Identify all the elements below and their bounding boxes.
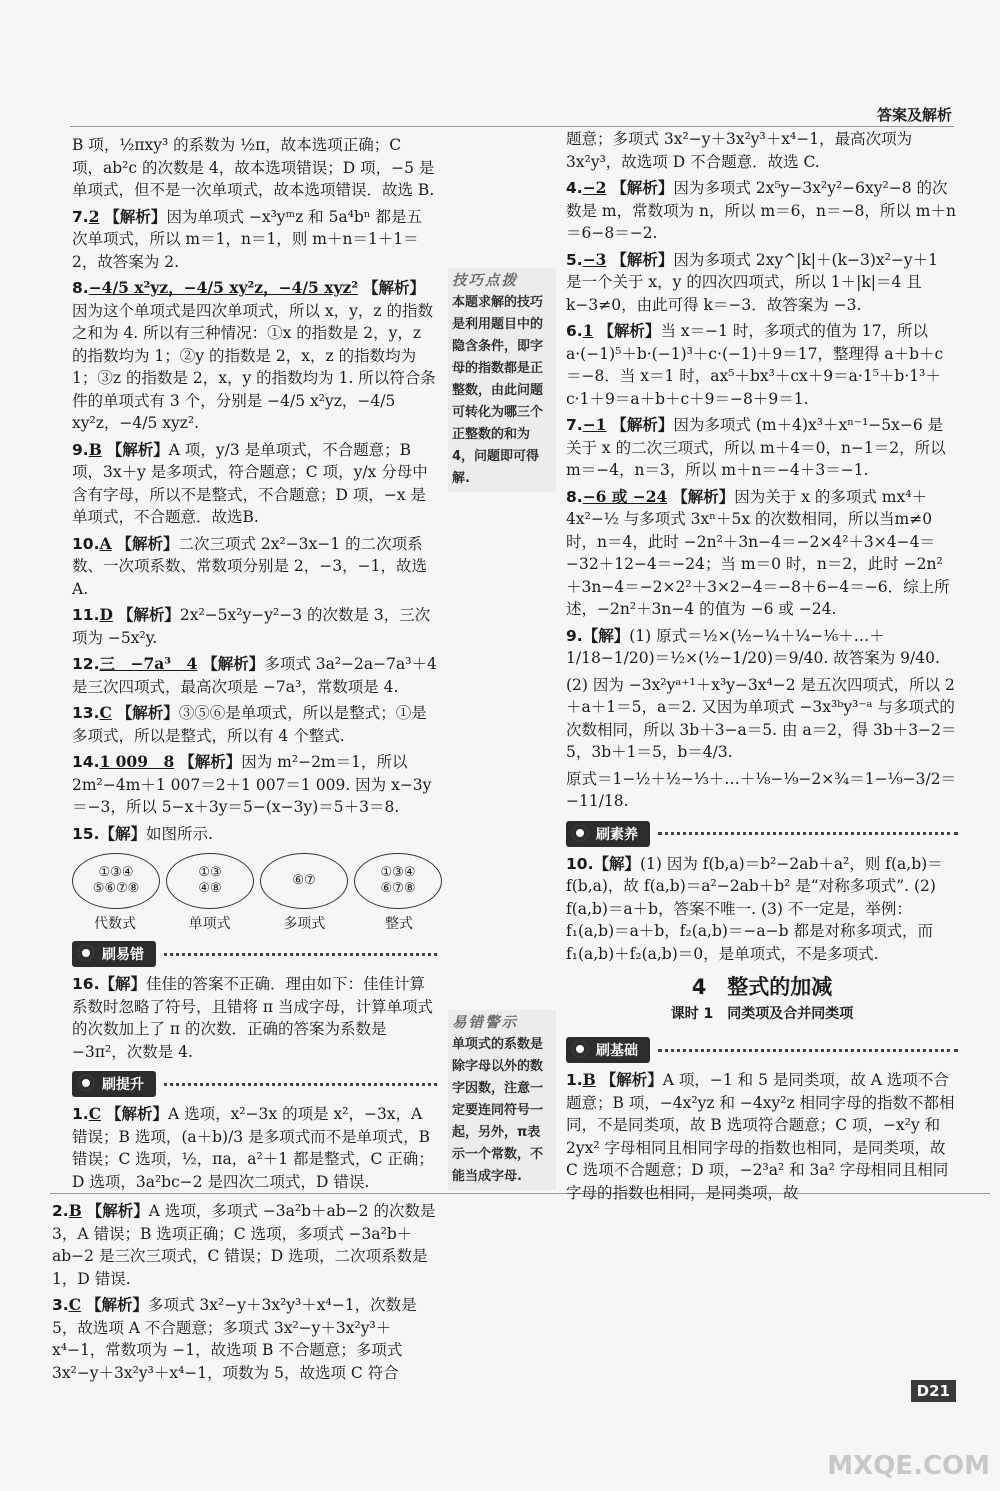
left-column: [72, 134, 437, 1197]
q10: [566, 853, 958, 966]
item-text: ③⑤⑥是单项式，所以是整式；①是多项式，所以是整式，所以有 4 个整式.: [72, 704, 427, 745]
item-tag: 【解析】: [116, 704, 179, 722]
page-number: D21: [911, 1380, 956, 1402]
item-text: 题意；多项式 3x²−y＋3x²y³＋x⁴−1，最高次项为 3x²y³，故选项 D 不合题意．故选 C.: [566, 130, 913, 171]
tip-box: [448, 268, 556, 492]
item-text: (1) 原式＝½×(½−¼＋¼−⅙＋…＋1/18−1/20)＝½×(½−1/20)＝9/40. 故答案为 9/40.: [566, 626, 940, 667]
item-text: 因为多项式 2xy^|k|＋(k−3)x²−y＋1 是一个关于 x，y 的四次四项式，所以 1＋|k|＝4 且 k−3≠0，由此可得 k＝−3．故答案为 −3.: [566, 250, 938, 314]
ellipse-bottom: ⑥⑦⑧: [380, 881, 416, 896]
ellipse-label: 单项式: [188, 916, 231, 932]
ellipse-top: ①③: [198, 865, 222, 880]
section-dots: [658, 832, 958, 835]
item-text: A 选项，x²−3x 的项是 x²，−3x，A 错误；B 选项，(a＋b)/3 是多项式而不是单项式，B 错误；C 选项，½，πa，a²＋1 都是整式，C 正确；D 选项，3a²bc−2 是四次二项式，D 错误.: [72, 1105, 434, 1191]
section-dots: [164, 1083, 437, 1086]
right-item: [566, 128, 958, 173]
item-answer: 1: [582, 321, 594, 340]
item-answer: B: [582, 1070, 596, 1089]
ellipse-labels: [72, 913, 442, 933]
right-item: [566, 320, 958, 410]
section-badge: 刷易错: [72, 941, 156, 967]
section-yicuo: [72, 941, 437, 967]
section-dots: [164, 953, 437, 956]
item-answer: −6 或 −24: [582, 486, 668, 506]
item-answer: C: [68, 1295, 82, 1314]
item-tag: 【解】: [99, 824, 146, 843]
item-tag: 【解析】: [611, 179, 674, 197]
item-answer: A: [99, 533, 112, 553]
warning-box: [448, 1010, 556, 1190]
ellipse-integral: [354, 853, 442, 909]
right-item: [566, 177, 958, 245]
item-number: 6.: [566, 322, 583, 340]
item-tag: 【解】: [99, 975, 146, 993]
ellipse-label: 代数式: [94, 916, 136, 932]
item-number: 9.: [72, 440, 89, 459]
item-text: 因为多项式 2x⁵y−3x²y²−6xy²−8 的次数是 m，常数项为 n，所以 m＝6，n＝−8，所以 m＋n＝6−8＝−2.: [566, 179, 956, 242]
right-item: [566, 249, 958, 317]
item-answer: D: [99, 605, 113, 624]
left-item: [72, 751, 437, 819]
warning-text: 单项式的系数是除字母以外的数字因数，注意一定要连同符号一起，另外，π表示一个常数，不能当成字母.: [452, 1037, 544, 1184]
item-answer: C: [99, 703, 112, 722]
item-number: 11.: [72, 606, 100, 624]
warning-title: 易错警示: [452, 1015, 518, 1031]
item-tag: 【解析】: [202, 655, 265, 673]
item-answer: −1: [582, 415, 607, 434]
left-item: [72, 604, 437, 649]
item-tag: 【解析】: [598, 322, 661, 340]
ellipse-algebraic: [72, 853, 160, 909]
section-tisheng: [72, 1071, 437, 1097]
item-number: 16.: [72, 975, 100, 993]
item-number: 3.: [52, 1296, 69, 1314]
item-number: 2.: [52, 1202, 69, 1220]
item-number: 5.: [566, 250, 583, 269]
left-bottom-column: [52, 1200, 444, 1388]
item-text: 因为关于 x 的多项式 mx⁴＋4x²−½ 与多项式 3xⁿ＋5x 的次数相同，所以当m≠0 时，n＝4，此时 −2n²＋3n−4＝−2×4²＋3×4−4＝−32＋12−4＝−24；当 m＝0 时，n＝2，此时 −2n²＋3n−4＝−2×2²＋3×2−4＝−8＋6−4＝−6．综上所述，−2n²＋3n−4 的值为 −6 或 −24.: [566, 487, 950, 618]
item-text: 多项式 3x²−y＋3x²y³＋x⁴−1，次数是 5，故选项 A 不合题意；多项式 3x²−y＋3x²y³＋x⁴−1，常数项为 −1，故选项 B 不合题意；多项式 3x²−y＋3x²y³＋x⁴−1，项数为 5，故选项 C 符合: [52, 1296, 417, 1382]
item-answer: 2: [88, 206, 100, 226]
item-tag: 【解析】: [86, 1202, 149, 1220]
tisheng-item: [52, 1294, 444, 1384]
item-tag: 【解析】: [117, 606, 180, 624]
item-number: 14.: [72, 753, 100, 771]
item-tag: 【解析】: [104, 207, 167, 226]
section-badge: 刷基础: [566, 1037, 650, 1063]
item-number: 1.: [566, 1071, 583, 1089]
item-text: 2x²−5x²y−y²−3 的次数是 3，三次项为 −5x²y.: [72, 606, 431, 647]
item-answer: B: [68, 1201, 82, 1220]
item-number: 7.: [72, 207, 89, 226]
item-text: A 项，y/3 是单项式，不合题意；B 项，3x＋y 是多项式，符合题意；C 项，y/x 分母中含有字母，所以不是整式，不合题意；D 项，−x 是单项式，不合题意．故选B.: [72, 440, 428, 526]
right-item: [566, 768, 958, 813]
item-text: 多项式 3a²−2a−7a³＋4 是三次四项式，最高次项是 −7a³，常数项是 4.: [72, 655, 437, 696]
item-number: 7.: [566, 416, 583, 434]
item-tag: 【解析】: [600, 1071, 663, 1089]
tip-title: 技巧点拨: [452, 273, 518, 289]
ellipse-bottom: ④⑧: [198, 881, 222, 896]
item-answer: B: [88, 439, 102, 459]
item-number: 1.: [72, 1105, 89, 1123]
item-number: 8.: [566, 487, 583, 506]
item-tag: 【解】: [582, 626, 630, 645]
item-text: (2) 因为 −3x²yᵃ⁺¹＋x³y−3x⁴−2 是五次四项式，所以 2＋a＋1＝5，a＝2. 又因为单项式 −3x³ᵇy³⁻ᵃ 与多项式的次数相同，所以 3b＋3−a＝5. 由 a＝2，得 3b＋3−2＝5，3b＋1＝5，b＝4/3.: [566, 675, 957, 761]
left-item: [72, 206, 437, 274]
item-number: 15.: [72, 824, 100, 843]
item-tag: 【解析】: [106, 440, 169, 459]
item-number: 9.: [566, 626, 583, 645]
item-number: 8.: [72, 279, 89, 297]
item-text: 因为 m²−2m＝1，所以 2m²−4m＋1 007＝2＋1 007＝1 009. 因为 x−3y＝−3，所以 5−x＋3y＝5−(x−3y)＝5＋3＝8.: [72, 753, 432, 816]
tisheng-item: [52, 1200, 444, 1290]
item-text: A 项，−1 和 5 是同类项，故 A 选项不合题意；B 项，−4x²yz 和 −4xy²z 相同字母的指数不都相同，不是同类项，故 B 选项符合题意；C 项，−x²y 和 2yx² 字母相同且相同字母的指数也相同，是同类项，故 C 选项不合题意；D 项，−2³a² 和 3a² 字母相同且相同字母的指数也相同，是同类项，故: [566, 1071, 955, 1202]
q16: [72, 973, 437, 1063]
tip-text: 本题求解的技巧是利用题目中的隐含条件，即字母的指数都是正整数，由此问题可转化为哪三个正整数的和为 4，问题即可得解.: [452, 295, 544, 486]
header-rule: [70, 126, 954, 127]
right-item: [566, 625, 958, 670]
left-item: [72, 134, 437, 202]
left-item: [72, 702, 437, 747]
item-text: (1) 因为 f(b,a)＝b²−2ab＋a²，则 f(a,b)＝f(b,a)，故 f(a,b)＝a²−2ab＋b² 是“对称多项式”. (2) f(a,b)＝a＋b，答案不唯一. (3) 不一定是，举例：f₁(a,b)＝a＋b，f₂(a,b)＝−a−b 都是对称多项式，而 f₁(a,b)＋f₂(a,b)＝0，是单项式，不是多项式.: [566, 854, 943, 963]
item-number: 4.: [566, 179, 583, 197]
ellipse-label: 整式: [384, 916, 413, 932]
ellipse-diagram: [72, 853, 442, 909]
ellipse-polynomial: [260, 853, 348, 909]
item-text: B 项，½πxy³ 的系数为 ½π，故本选项正确；C 项，ab²c 的次数是 4，故本选项错误；D 项，−5 是单项式，但不是一次单项式，故本选项错误．故选 B.: [72, 136, 435, 199]
item-answer: −4/5 x²yz，−4/5 xy²z，−4/5 xyz²: [88, 278, 359, 297]
item-number: 10.: [72, 534, 100, 553]
item-number: 10.: [566, 854, 594, 873]
item-text: 当 x＝−1 时，多项式的值为 17，所以 a·(−1)⁵＋b·(−1)³＋c·(−1)＋9＝17，整理得 a＋b＋c＝−8．当 x＝1 时，ax⁵＋bx³＋cx＋9＝a·1⁵＋b·1³＋c·1＋9＝a＋b＋c＋9＝−8＋9＝1.: [566, 322, 944, 408]
section-badge: 刷提升: [72, 1071, 156, 1097]
jichu-item: [566, 1069, 958, 1204]
ellipse-top: ⑥⑦: [292, 873, 316, 888]
item-tag: 【解析】: [672, 487, 735, 506]
right-item: [566, 486, 958, 621]
item-answer: −3: [582, 249, 607, 269]
chapter-title: 4 整式的加减: [691, 975, 833, 999]
item-tag: 【解析】: [362, 279, 425, 297]
ellipse-bottom: ⑤⑥⑦⑧: [92, 881, 140, 896]
left-item: [72, 533, 437, 601]
right-item: [566, 414, 958, 482]
item-text: 因为单项式 −x³yᵐz 和 5a⁴bⁿ 都是五次单项式，所以 m＝1，n＝1，则 m＋n＝1＋1＝2，故答案为 2.: [72, 207, 422, 271]
item-tag: 【解析】: [85, 1296, 148, 1314]
lesson-title: 课时 1 同类项及合并同类项: [670, 1006, 854, 1022]
item-number: 12.: [72, 655, 100, 673]
left-item: [72, 823, 437, 846]
section-dots: [658, 1049, 958, 1052]
left-item: [72, 277, 437, 435]
left-item: [72, 653, 437, 698]
item-tag: 【解析】: [116, 534, 179, 553]
item-text: 因为多项式 (m＋4)x³＋xⁿ⁻¹−5x−6 是关于 x 的二次三项式，所以 m＋4＝0，n−1＝2，所以 m＝−4，n＝3，所以 m＋n＝−4＋3＝−1.: [566, 416, 946, 479]
section-suyang: [566, 821, 958, 847]
item-number: 13.: [72, 704, 100, 722]
item-text: 原式＝1−½＋½−⅓＋…＋⅛−⅑−2×¾＝1−⅑−3/2＝−11/18.: [566, 769, 957, 810]
item-tag: 【解析】: [179, 753, 242, 771]
left-item: [72, 439, 437, 529]
item-tag: 【解】: [593, 854, 640, 873]
item-answer: −2: [582, 178, 607, 197]
item-tag: 【解析】: [611, 250, 674, 269]
ellipse-top: ①③④: [380, 865, 416, 880]
item-text: 因为这个单项式是四次单项式，所以 x，y，z 的指数之和为 4. 所以有三种情况：①x 的指数是 2，y，z 的指数均为 1；②y 的指数是 2，x，z 的指数均为 1；③z 的指数是 2，x，y 的指数均为 1. 所以符合条件的单项式有 3 个，分别是 −4/5 x²yz，−4/5 xy²z，−4/5 xyz².: [72, 301, 436, 432]
ellipse-top: ①③④: [98, 865, 134, 880]
item-tag: 【解析】: [105, 1105, 168, 1123]
ellipse-monomial: [166, 853, 254, 909]
section-badge: 刷素养: [566, 821, 650, 847]
section-jichu: [566, 1037, 958, 1063]
item-text: 如图所示.: [145, 824, 213, 843]
item-answer: 1 009 8: [99, 752, 175, 771]
ellipse-label: 多项式: [283, 916, 326, 932]
watermark: MXQE.COM: [827, 1451, 990, 1481]
tisheng-item: [72, 1103, 437, 1193]
page-header-title: 答案及解析: [876, 106, 952, 124]
right-item: [566, 674, 958, 764]
item-tag: 【解析】: [611, 416, 674, 434]
right-column: [566, 128, 958, 1208]
item-text: 佳佳的答案不正确．理由如下：佳佳计算系数时忽略了符号，且错将 π 当成字母，计算单项式的次数加上了 π 的次数．正确的答案为系数是 −3π²，次数是 4.: [72, 975, 434, 1061]
item-text: 二次三项式 2x²−3x−1 的二次项系数、一次项系数、常数项分别是 2，−3，−1，故选 A.: [72, 534, 427, 598]
item-answer: C: [88, 1104, 102, 1123]
item-text: A 选项，多项式 −3a²b＋ab−2 的次数是 3，A 错误；B 选项正确；C 选项，多项式 −3a²b＋ab−2 是三次三项式，C 错误；D 选项，二次项系数是 1，D 错误.: [52, 1202, 436, 1288]
item-answer: 三 −7a³ 4: [99, 654, 198, 673]
